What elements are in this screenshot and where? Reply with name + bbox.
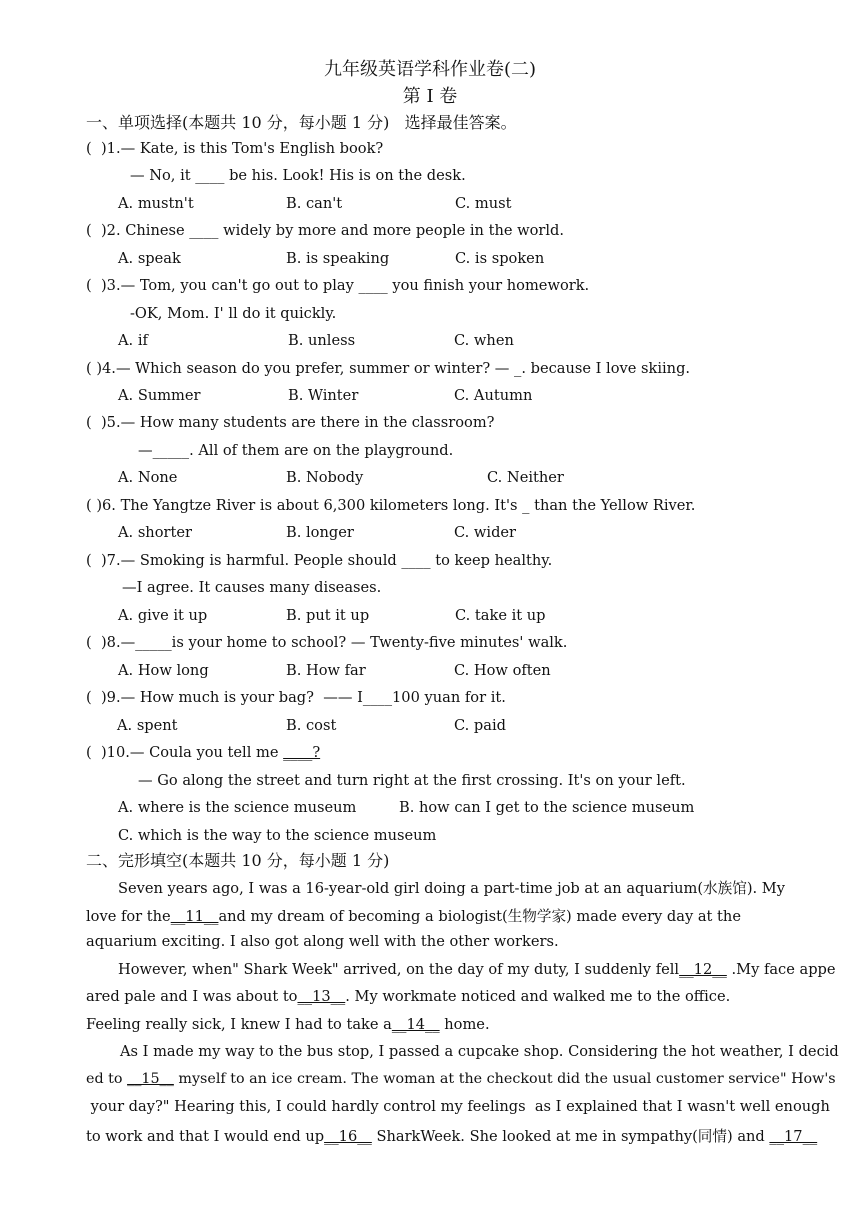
cloze-text: ed to [86,1071,128,1087]
cloze-line-2 [86,905,741,926]
question-5-option-a: A. None [118,469,178,486]
question-4-option-a: A. Summer [118,387,201,404]
question-3-line-2: -OK, Mom. I' ll do it quickly. [130,305,337,322]
cloze-blank-11: __11__ [170,908,219,925]
cloze-blank-13: __13__ [297,988,346,1005]
question-9-option-c: C. paid [454,717,506,734]
cloze-text: aquarium exciting. I also got along well with the other workers. [86,933,559,950]
cloze-line-7 [120,1043,839,1060]
question-2-line-1: ( )2. Chinese ____ widely by more and more people in the world. [86,222,565,239]
worksheet-subtitle: 第 I 卷 [402,86,458,107]
question-1-option-b: B. can't [286,195,343,212]
cloze-text: Feeling really sick, I knew I had to take a [86,1016,392,1033]
cloze-blank-16: __16__ [324,1128,372,1145]
question-6-option-b: B. longer [286,524,354,541]
cloze-text: .My face appe [726,961,836,978]
section1-heading: 一、单项选择(本题共 10 分，每小题 1 分) 选择最佳答案。 [86,113,517,132]
cloze-text: ared pale and I was about to [86,988,298,1005]
cloze-line-9 [86,1098,830,1115]
question-10-option-a: A. where is the science museum [118,799,357,816]
cloze-text: As I made my way to the bus stop, I passed a cupcake shop. Considering the hot weather, I decid [120,1043,839,1060]
question-5-option-b: B. Nobody [286,469,364,486]
cloze-text: SharkWeek. She looked at me in sympathy(同情) and [371,1128,770,1145]
cloze-text: However, when" Shark Week" arrived, on the day of my duty, I suddenly fell [118,961,680,978]
question-5-option-c: C. Neither [487,469,564,486]
cloze-text: your day?" Hearing this, I could hardly control my feelings as I explained that I wasn't well enough [86,1098,830,1115]
question-7-option-b: B. put it up [286,607,370,624]
cloze-line-3 [86,933,559,950]
cloze-blank-12: __12__ [679,961,727,978]
cloze-line-8 [86,1071,836,1087]
cloze-line-4 [118,961,836,978]
question-3-option-a: A. if [118,332,148,349]
cloze-blank-15: __15__ [127,1071,174,1087]
question-1-option-c: C. must [455,195,512,212]
cloze-text: . My workmate noticed and walked me to the office. [345,988,731,1005]
question-4-line-1: ( )4.— Which season do you prefer, summer or winter? — _. because I love skiing. [86,360,691,377]
section2-heading: 二、完形填空(本题共 10 分，每小题 1 分) [86,851,390,870]
question-7-option-c: C. take it up [455,607,546,624]
question-10-line-1 [86,744,320,761]
question-2-option-c: C. is spoken [455,250,545,267]
question-5-line-1: ( )5.— How many students are there in the classroom? [86,414,495,431]
cloze-text: love for the [86,908,171,925]
question-10-option-b: B. how can I get to the science museum [399,799,695,816]
question-7-line-1: ( )7.— Smoking is harmful. People should ____ to keep healthy. [86,552,553,569]
cloze-line-1 [118,877,785,898]
cloze-text: home. [439,1016,490,1033]
question-6-line-1: ( )6. The Yangtze River is about 6,300 kilometers long. It's _ than the Yellow River. [86,497,696,514]
question-9-option-a: A. spent [117,717,178,734]
question-9-option-b: B. cost [286,717,337,734]
cloze-text: Seven years ago, I was a 16-year-old girl doing a part-time job at an aquarium(水族馆). My [118,880,785,897]
question-2-option-b: B. is speaking [286,250,390,267]
cloze-text: myself to an ice cream. The woman at the checkout did the usual customer service" How's [173,1071,836,1087]
cloze-blank-14: __14__ [391,1016,440,1033]
question-10-line-2: — Go along the street and turn right at the first crossing. It's on your left. [138,772,686,789]
question-10-blank: ____? [283,744,321,761]
question-4-option-b: B. Winter [288,387,359,404]
question-8-option-c: C. How often [454,662,551,679]
question-1-option-a: A. mustn't [118,195,194,212]
cloze-line-6 [86,1016,490,1033]
question-4-option-c: C. Autumn [454,387,533,404]
cloze-line-5 [86,988,730,1005]
cloze-line-10 [86,1125,817,1146]
cloze-text: to work and that I would end up [86,1128,325,1145]
question-5-line-2: —_____. All of them are on the playground. [138,442,454,459]
question-1-line-1: ( )1.— Kate, is this Tom's English book? [86,140,384,157]
question-8-line-1: ( )8.—_____is your home to school? — Twenty-five minutes' walk. [86,634,568,651]
question-7-line-2: —I agree. It causes many diseases. [122,579,382,596]
question-10-stem: ( )10.— Coula you tell me [86,744,284,761]
question-8-option-a: A. How long [118,662,209,679]
question-9-line-1: ( )9.— How much is your bag? —— I____100 yuan for it. [86,689,506,706]
question-3-option-b: B. unless [288,332,356,349]
worksheet-title: 九年级英语学科作业卷(二) [323,59,537,80]
question-3-line-1: ( )3.— Tom, you can't go out to play ____ you finish your homework. [86,277,590,294]
cloze-text: and my dream of becoming a biologist(生物学家) made every day at the [218,908,741,925]
question-6-option-c: C. wider [454,524,517,541]
question-6-option-a: A. shorter [118,524,192,541]
cloze-blank-17: __17__ [769,1128,818,1145]
question-2-option-a: A. speak [118,250,181,267]
question-7-option-a: A. give it up [118,607,208,624]
question-1-line-2: — No, it ____ be his. Look! His is on the desk. [130,167,466,184]
question-3-option-c: C. when [454,332,514,349]
question-8-option-b: B. How far [286,662,366,679]
question-10-option-c: C. which is the way to the science museum [118,827,437,844]
